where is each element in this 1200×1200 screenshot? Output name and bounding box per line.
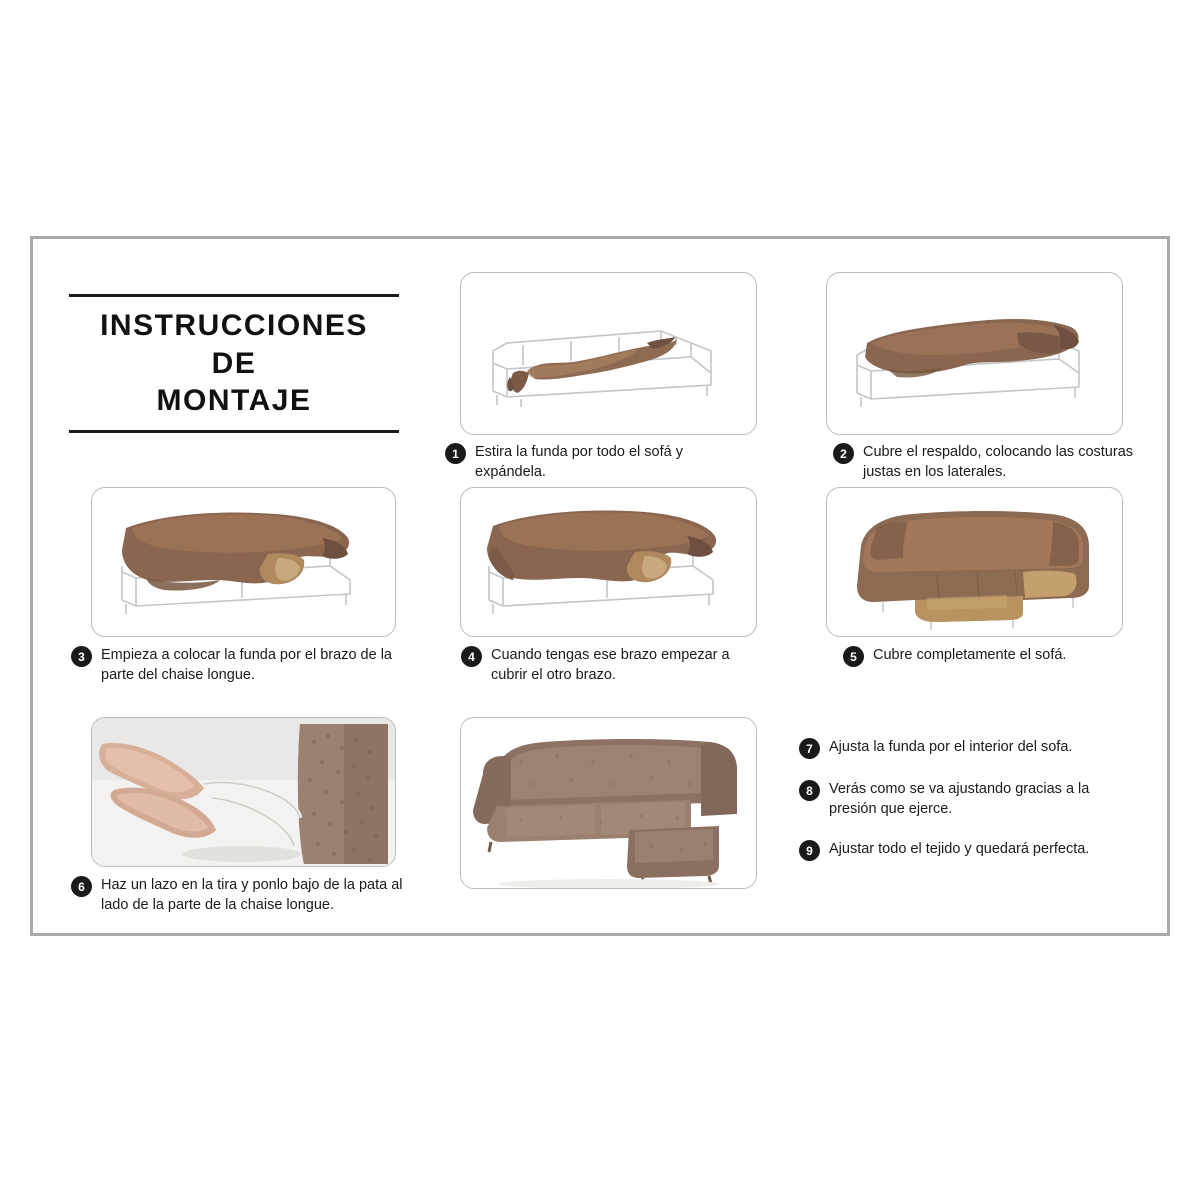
sofa-chaise-outline-with-draped-cover-1 xyxy=(461,273,757,435)
step-4-text: Cuando tengas ese brazo empezar a cubrir el otro brazo. xyxy=(491,647,730,683)
sofa-outline-cover-over-backrest-2 xyxy=(827,273,1123,435)
title-text xyxy=(69,297,399,422)
title-rule-bottom xyxy=(69,430,399,433)
illustration-panel-step-3 xyxy=(91,487,396,637)
step-2-text: Cubre el respaldo, colocando las costuras justas en los laterales. xyxy=(863,444,1134,480)
step-6-text: Haz un lazo en la tira y ponlo bajo de la pata al lado de la parte de la chaise longue. xyxy=(101,877,403,913)
step-8-text: Verás como se va ajustando gracias a la presión que ejerce. xyxy=(829,781,1090,817)
step-8 xyxy=(799,779,1119,819)
step-8-number: 8 xyxy=(799,780,820,801)
step-1 xyxy=(445,442,755,482)
page-title xyxy=(69,294,399,433)
step-6-number: 6 xyxy=(71,876,92,897)
step-3 xyxy=(71,645,401,685)
hands-tying-strap-photo-6 xyxy=(92,718,396,867)
sofa-outline-cover-on-chaise-arm-3 xyxy=(92,488,396,637)
step-3-text: Empieza a colocar la funda por el brazo de la parte del chaise longue. xyxy=(101,647,392,683)
step-2-number: 2 xyxy=(833,443,854,464)
illustration-panel-step-2 xyxy=(826,272,1123,435)
illustration-panel-step-4 xyxy=(460,487,757,637)
illustration-panel-step-6 xyxy=(91,717,396,867)
illustration-panel-step-5 xyxy=(826,487,1123,637)
step-1-number: 1 xyxy=(445,443,466,464)
instruction-sheet xyxy=(30,236,1170,936)
step-5-text: Cubre completamente el sofá. xyxy=(873,647,1067,663)
step-1-text: Estira la funda por todo el sofá y expándela. xyxy=(475,444,683,480)
step-7 xyxy=(799,737,1119,759)
step-5-number: 5 xyxy=(843,646,864,667)
sofa-outline-cover-on-both-arms-4 xyxy=(461,488,757,637)
finished-sofa-photo xyxy=(461,718,757,889)
title-line-3: MONTAJE xyxy=(156,384,312,417)
step-6 xyxy=(71,875,411,915)
step-7-number: 7 xyxy=(799,738,820,759)
step-3-number: 3 xyxy=(71,646,92,667)
step-9-number: 9 xyxy=(799,840,820,861)
illustration-panel-step-1 xyxy=(460,272,757,435)
title-line-2: DE xyxy=(211,346,257,380)
step-9-text: Ajustar todo el tejido y quedará perfecta. xyxy=(829,841,1090,857)
step-5 xyxy=(843,645,1123,667)
step-4 xyxy=(461,645,761,685)
step-2 xyxy=(833,442,1133,482)
step-9 xyxy=(799,839,1129,861)
step-4-number: 4 xyxy=(461,646,482,667)
step-7-text: Ajusta la funda por el interior del sofa. xyxy=(829,739,1073,755)
title-line-1: INSTRUCCIONES xyxy=(100,309,368,342)
illustration-panel-steps-7-9 xyxy=(460,717,757,889)
sofa-fully-covered-5 xyxy=(827,488,1123,637)
